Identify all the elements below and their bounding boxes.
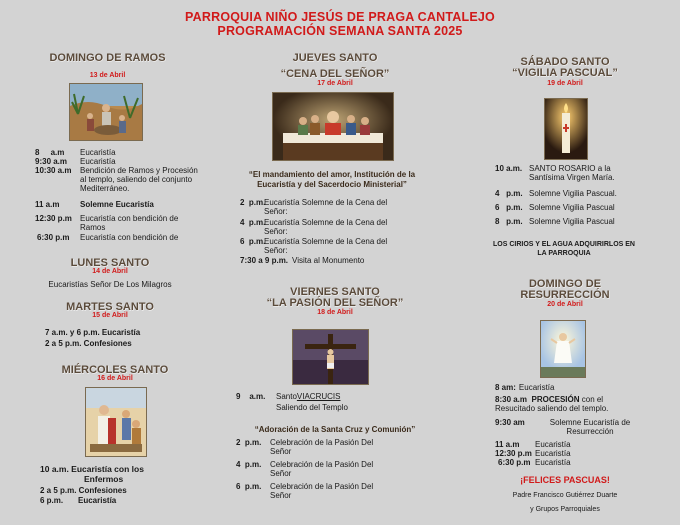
candle-illustration-icon bbox=[545, 99, 587, 159]
last-supper-image bbox=[272, 92, 394, 161]
resurreccion-item-4-text: Eucaristía bbox=[535, 440, 571, 449]
sabado-note: LOS CIRIOS Y EL AGUA ADQUIRIRLOS EN LA PARROQUIA bbox=[493, 241, 635, 257]
viernes-santo-date: 18 de Abril bbox=[317, 309, 353, 316]
resurreccion-item-3-text: Solemne Eucaristía de Resurrección bbox=[549, 418, 631, 436]
viernes-item-1-text: Celebración de la Pasión Del Señor bbox=[270, 438, 374, 456]
jueves-item-3 bbox=[240, 237, 400, 255]
jueves-item-2 bbox=[240, 218, 400, 236]
viacrucis-line2: Saliendo del Templo bbox=[276, 403, 348, 412]
miercoles-line4-text: Eucaristía bbox=[78, 496, 117, 505]
resurreccion-item-1 bbox=[495, 383, 554, 392]
miercoles-line3: 2 a 5 p.m. Confesiones bbox=[40, 486, 127, 495]
sabado-item-3-text: Solemne Vigilia Pascual bbox=[529, 203, 615, 212]
sabado-item-4 bbox=[495, 217, 615, 226]
domingo-ramos-date: 13 de Abril bbox=[89, 72, 126, 79]
resurreccion-title-1: DOMINGO DE bbox=[528, 278, 602, 290]
viacrucis-time: 9 a.m. bbox=[236, 392, 266, 401]
lunes-santo-title: LUNES SANTO bbox=[70, 257, 150, 269]
crucifix-illustration-icon bbox=[293, 330, 368, 384]
jueves-item-2-time: 4 p.m. bbox=[240, 218, 266, 227]
sabado-item-2 bbox=[495, 189, 617, 198]
ramos-item-4-time: 11 a.m bbox=[35, 200, 60, 209]
jueves-item-4 bbox=[240, 256, 364, 265]
viernes-item-3-time: 6 p.m. bbox=[236, 482, 262, 491]
resurrection-illustration-icon bbox=[541, 321, 585, 377]
header-line-2: PROGRAMACIÓN SEMANA SANTA 2025 bbox=[217, 24, 463, 38]
sabado-item-1-text: SANTO ROSARIO a la Santísima Virgen María. bbox=[529, 164, 615, 182]
miercoles-line2: Enfermos bbox=[84, 474, 124, 484]
martes-santo-date: 15 de Abril bbox=[92, 312, 128, 319]
resurreccion-item-3 bbox=[495, 418, 645, 436]
resurreccion-date: 20 de Abril bbox=[547, 301, 583, 308]
signature-line-2: y Grupos Parroquiales bbox=[530, 506, 600, 513]
domingo-ramos-title: DOMINGO DE RAMOS bbox=[49, 52, 166, 64]
viernes-item-3-text: Celebración de la Pasión Del Señor bbox=[270, 482, 374, 500]
jueves-item-3-time: 6 p.m. bbox=[240, 237, 266, 246]
ramos-item-3 bbox=[35, 166, 205, 193]
ramos-item-1 bbox=[35, 148, 116, 157]
ramos-item-4 bbox=[35, 200, 154, 209]
sabado-santo-subtitle: “VIGILIA PASCUAL” bbox=[512, 67, 618, 79]
sabado-item-4-text: Solemne Vigilia Pascual bbox=[529, 217, 615, 226]
resurreccion-item-6-text: Eucaristía bbox=[535, 458, 571, 467]
resurreccion-item-6-time: 6:30 p.m bbox=[498, 458, 531, 467]
last-supper-illustration-icon bbox=[273, 93, 393, 160]
lunes-santo-text: Eucaristías Señor De Los Milagros bbox=[48, 280, 172, 289]
resurrection-image bbox=[540, 320, 586, 378]
viernes-santo-subtitle: “LA PASIÓN DEL SEÑOR” bbox=[266, 297, 404, 309]
resurreccion-item-2 bbox=[495, 395, 645, 413]
miercoles-line1: 10 a.m. Eucaristía con los bbox=[40, 464, 144, 474]
jueves-santo-date: 17 de Abril bbox=[317, 80, 353, 87]
miercoles-santo-date: 16 de Abril bbox=[97, 375, 133, 382]
viernes-item-1 bbox=[236, 438, 396, 456]
ramos-item-1-text: Eucaristía bbox=[80, 148, 116, 157]
healing-illustration-icon bbox=[86, 388, 146, 456]
jueves-santo-subtitle: “CENA DEL SEÑOR” bbox=[280, 68, 390, 80]
jueves-item-4-text: Visita al Monumento bbox=[292, 256, 365, 265]
sabado-item-2-text: Solemne Vigilia Pascual. bbox=[529, 189, 617, 198]
sabado-item-4-time: 8 p.m. bbox=[495, 217, 523, 226]
miercoles-line4 bbox=[40, 496, 116, 505]
martes-santo-title: MARTES SANTO bbox=[66, 301, 154, 313]
ramos-item-2-text: Eucaristía bbox=[80, 157, 116, 166]
jueves-item-1 bbox=[240, 198, 400, 216]
signature-line-1: Padre Francisco Gutiérrez Duarte bbox=[512, 492, 618, 499]
jueves-item-4-time: 7:30 a 9 p.m. bbox=[240, 256, 289, 265]
sabado-santo-date: 19 de Abril bbox=[547, 80, 583, 87]
ramos-item-3-time: 10:30 a.m bbox=[35, 166, 72, 175]
crucifix-image bbox=[292, 329, 369, 385]
sabado-item-3 bbox=[495, 203, 615, 212]
resurreccion-item-4 bbox=[495, 440, 571, 449]
sabado-item-1 bbox=[495, 164, 635, 182]
ramos-item-5 bbox=[35, 214, 200, 232]
ramos-item-2-time: 9:30 a.m bbox=[35, 157, 68, 166]
sabado-item-3-time: 6 p.m. bbox=[495, 203, 523, 212]
resurreccion-item-1-time: 8 am: bbox=[495, 383, 516, 392]
viernes-item-1-time: 2 p.m. bbox=[236, 438, 262, 447]
resurreccion-title-2: RESURRECCIÓN bbox=[520, 289, 610, 301]
viernes-item-2-time: 4 p.m. bbox=[236, 460, 262, 469]
viacrucis-row bbox=[236, 392, 340, 401]
resurreccion-item-2-content bbox=[495, 395, 645, 413]
resurreccion-item-3-time: 9:30 am bbox=[495, 418, 525, 427]
resurreccion-item-5-time: 12:30 p.m bbox=[495, 449, 532, 458]
miercoles-santo-title: MIÉRCOLES SANTO bbox=[61, 364, 169, 376]
jueves-item-1-time: 2 p.m. bbox=[240, 198, 266, 207]
martes-santo-line1: 7 a.m. y 6 p.m. Eucaristía bbox=[45, 328, 141, 337]
paschal-candle-image bbox=[544, 98, 588, 160]
lunes-santo-date: 14 de Abril bbox=[92, 268, 128, 275]
viernes-item-2 bbox=[236, 460, 396, 478]
resurreccion-item-4-time: 11 a.m bbox=[495, 440, 520, 449]
jueves-quote: “El mandamiento del amor, Institución de la Eucaristía y del Sacerdocio Ministerial” bbox=[248, 170, 416, 189]
resurreccion-item-6 bbox=[498, 458, 571, 467]
viernes-adoration: “Adoración de la Santa Cruz y Comunión” bbox=[254, 425, 416, 434]
viernes-item-3 bbox=[236, 482, 396, 500]
resurreccion-item-2-time: 8:30 a.m bbox=[495, 395, 528, 404]
viacrucis-prefix: Santo bbox=[276, 392, 297, 401]
ramos-item-5-time: 12:30 p.m bbox=[35, 214, 72, 223]
viernes-item-2-text: Celebración de la Pasión Del Señor bbox=[270, 460, 374, 478]
martes-santo-line2: 2 a 5 p.m. Confesiones bbox=[45, 339, 132, 348]
ramos-item-6 bbox=[37, 233, 178, 242]
ramos-item-6-time: 6:30 p.m bbox=[37, 233, 70, 242]
miercoles-line4-time: 6 p.m. bbox=[40, 496, 64, 505]
ramos-item-5-text: Eucaristía con bendición de Ramos bbox=[80, 214, 179, 232]
resurreccion-item-5 bbox=[495, 449, 571, 458]
resurreccion-item-2-bold: PROCESIÓN bbox=[531, 395, 580, 404]
header-line-1: PARROQUIA NIÑO JESÚS DE PRAGA CANTALEJO bbox=[185, 10, 495, 24]
viacrucis-word: VIACRUCIS bbox=[296, 392, 341, 401]
jueves-item-3-text: Eucaristía Solemne de la Cena del Señor: bbox=[264, 237, 388, 255]
ramos-item-4-text: Solemne Eucaristía bbox=[80, 200, 154, 209]
ramos-item-6-text: Eucaristía con bendición de bbox=[80, 233, 179, 242]
felices-pascuas: ¡FELICES PASCUAS! bbox=[520, 475, 610, 485]
ramos-item-2 bbox=[35, 157, 116, 166]
resurreccion-item-1-text: Eucaristía bbox=[518, 383, 555, 392]
sabado-santo-title: SÁBADO SANTO bbox=[520, 56, 610, 68]
jueves-santo-title: JUEVES SANTO bbox=[292, 52, 378, 64]
jueves-item-2-text: Eucaristía Solemne de la Cena del Señor: bbox=[264, 218, 388, 236]
viernes-santo-title: VIERNES SANTO bbox=[290, 286, 380, 298]
ramos-item-1-time: 8 a.m bbox=[35, 148, 65, 157]
jueves-item-1-text: Eucaristía Solemne de la Cena del Señor: bbox=[264, 198, 388, 216]
palm-sunday-image bbox=[69, 83, 143, 141]
healing-image bbox=[85, 387, 147, 457]
palm-sunday-illustration-icon bbox=[70, 84, 142, 140]
sabado-item-1-time: 10 a.m. bbox=[495, 164, 523, 173]
ramos-item-3-text: Bendición de Ramos y Procesión al templo, saliendo del conjunto Mediterráneo. bbox=[80, 166, 198, 193]
sabado-item-2-time: 4 p.m. bbox=[495, 189, 523, 198]
resurreccion-item-2-text: con el Resucitado saliendo del templo. bbox=[495, 395, 609, 413]
resurreccion-item-5-text: Eucaristía bbox=[535, 449, 571, 458]
